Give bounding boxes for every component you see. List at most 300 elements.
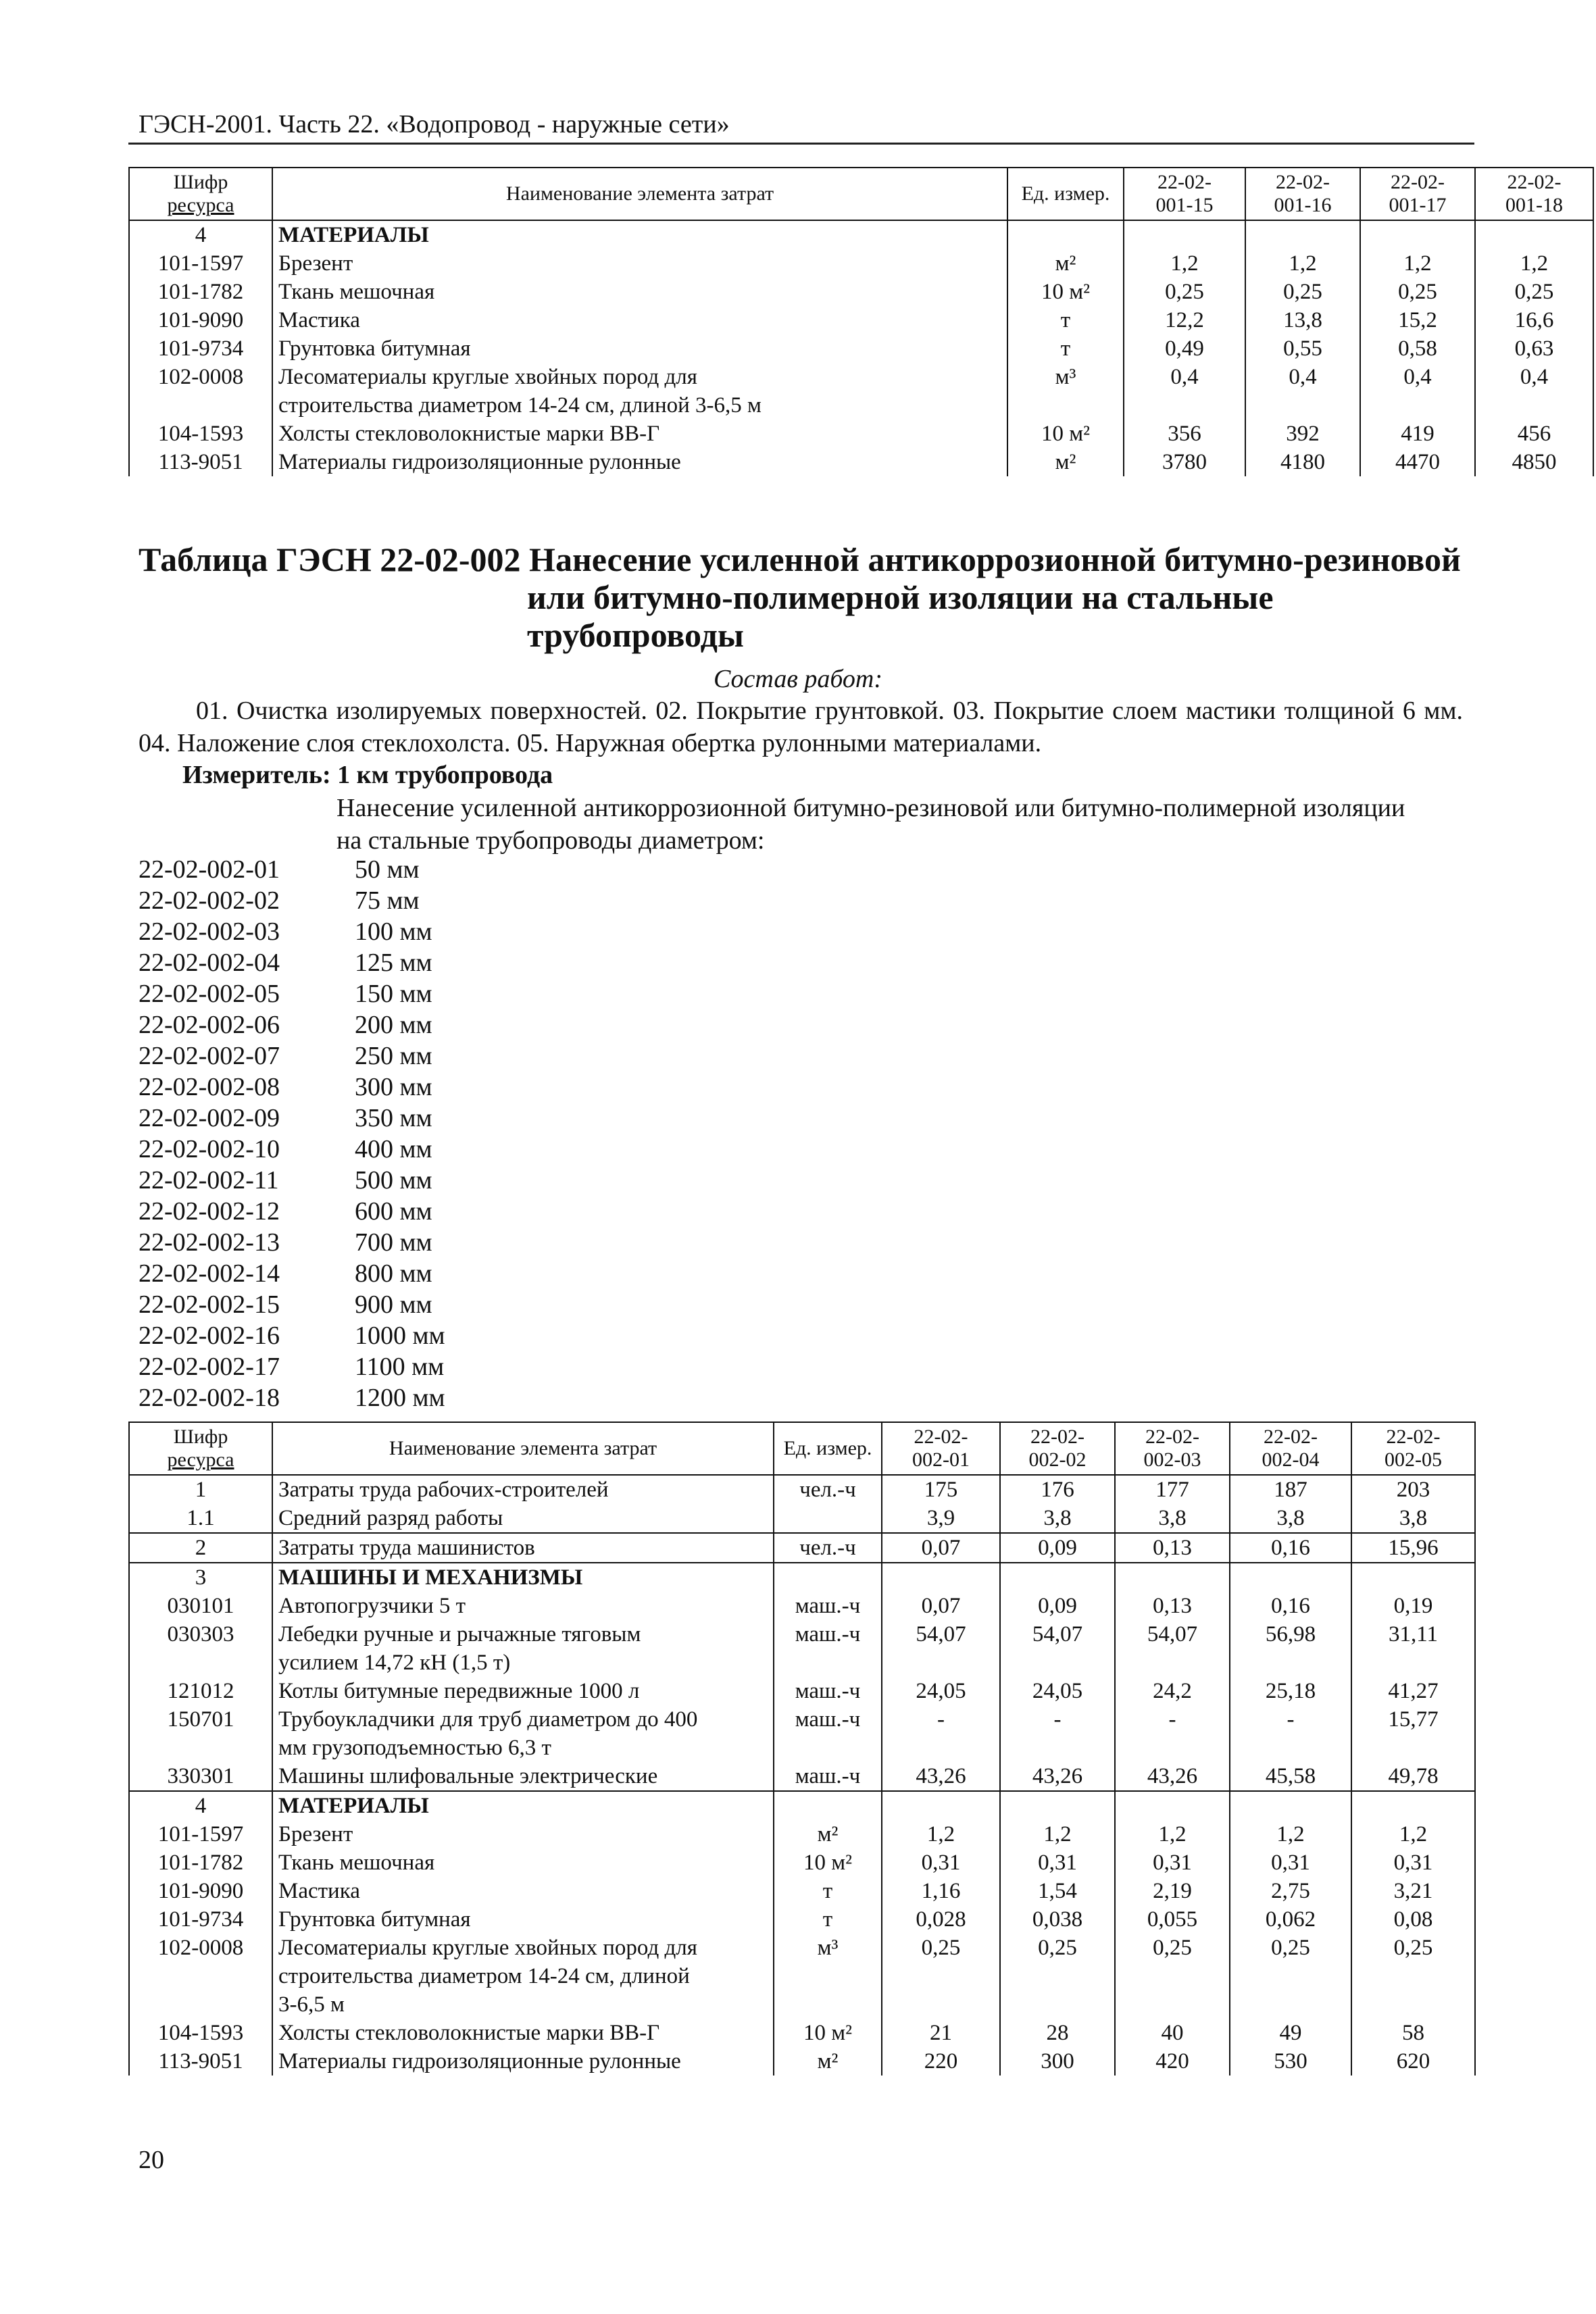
resource-name [272,1620,774,1677]
pipe-diameter: 250 мм [355,1042,432,1070]
norm-value: 25,18 [1230,1677,1351,1705]
norm-value [1230,1563,1351,1592]
norm-value [1230,1791,1351,1820]
norm-value: 16,6 [1475,306,1593,334]
resource-name-line: Брезент [278,251,353,276]
norm-value: 0,31 [882,1848,1000,1877]
resource-code: 4 [129,1791,272,1820]
norm-value: 356 [1124,420,1245,448]
norm-value: 3,9 [882,1504,1000,1533]
norm-value: 0,055 [1115,1905,1230,1934]
resource-name-line: Материалы гидроизоляционные рулонные [278,450,681,474]
norm-value: 220 [882,2047,1000,2076]
norm-code: 22-02-002-11 [139,1166,279,1194]
norm-code: 22-02-002-12 [139,1197,280,1226]
resource-code: 101-1782 [129,278,272,306]
norm-value: 3,21 [1351,1877,1475,1905]
norm-code: 22-02-002-13 [139,1228,280,1257]
resource-name-line: Ткань мешочная [278,1851,435,1875]
norm-value: 1,2 [1475,249,1593,278]
operators-row [129,1533,1475,1563]
resource-code: 101-1597 [129,249,272,278]
norm-value: - [1115,1705,1230,1762]
norm-code: 22-02-002-15 [139,1290,280,1319]
norm-codes-list [139,854,445,1413]
resource-code: 2 [129,1533,272,1563]
resource-unit: маш.-ч [774,1592,882,1620]
norm-code: 22-02-002-16 [139,1322,280,1350]
table-title-line1: Таблица ГЭСН 22-02-002 Нанесение усиленной антикоррозионной битумно-резиновой [139,540,1461,578]
resource-name-line: Холсты стекловолокнистые марки ВВ-Г [278,2021,660,2045]
norm-code-line2: 002-01 [912,1449,970,1471]
resource-unit: маш.-ч [774,1762,882,1791]
resource-unit: маш.-ч [774,1677,882,1705]
norm-code: 22-02-002-07 [139,1042,280,1070]
norm-value [1351,1791,1475,1820]
table-row [129,334,1593,363]
norm-value: 0,16 [1230,1533,1351,1563]
resource-code: 030303 [129,1620,272,1677]
norm-value: 0,25 [1351,1934,1475,2019]
resource-unit: т [1007,334,1124,363]
resource-unit: м² [774,2047,882,2076]
norm-value: 0,31 [1115,1848,1230,1877]
norm-value: 0,63 [1475,334,1593,363]
norm-code-line2: 002-04 [1262,1449,1320,1471]
pipe-diameter: 75 мм [355,886,420,915]
norm-code-line1: 22-02- [1157,171,1212,193]
norm-value: 1,54 [1000,1877,1115,1905]
header-rule [128,143,1474,145]
resource-name-line: Грунтовка битумная [278,336,471,361]
norm-value: 0,13 [1115,1533,1230,1563]
norm-value [1360,220,1475,249]
norm-value: 4180 [1245,448,1360,476]
pipe-diameter: 700 мм [355,1228,432,1257]
material-row [129,2047,1475,2076]
norm-value: 43,26 [1115,1762,1230,1791]
norm-code: 22-02-002-03 [139,917,280,946]
norm-value: 0,4 [1475,363,1593,420]
norm-code-item [139,1258,445,1289]
resource-name-line: строительства диаметром 14-24 см, длиной [278,1964,690,1988]
norm-value: 620 [1351,2047,1475,2076]
norm-code-line2: 001-15 [1155,194,1214,216]
norm-code: 22-02-002-06 [139,1011,280,1039]
norm-value: - [882,1705,1000,1762]
pipe-diameter: 900 мм [355,1290,432,1319]
resource-name [272,249,1007,278]
column-header-norm [1360,168,1475,220]
resource-code: 3 [129,1563,272,1592]
resource-name [272,1934,774,2019]
pipe-diameter: 150 мм [355,980,432,1008]
column-header-norm [1475,168,1593,220]
norm-code: 22-02-002-09 [139,1104,280,1132]
resource-name [272,306,1007,334]
column-header-name: Наименование элемента затрат [272,1422,774,1475]
norm-value [1115,1563,1230,1592]
norm-code-item [139,916,445,947]
norm-code-item [139,1165,445,1196]
norm-value: 175 [882,1475,1000,1504]
norm-value: 0,09 [1000,1592,1115,1620]
norm-code: 22-02-002-08 [139,1073,280,1101]
norm-value: 24,05 [882,1677,1000,1705]
composition-label: Состав работ: [713,665,883,693]
norm-value: 1,2 [882,1820,1000,1848]
table-title-line3: трубопроводы [527,616,744,654]
resource-name [272,2019,774,2047]
norm-value: 0,4 [1245,363,1360,420]
norm-code-item [139,885,445,916]
norm-value: 1,2 [1000,1820,1115,1848]
norm-code-item [139,1072,445,1103]
resource-unit: м² [1007,448,1124,476]
machine-row [129,1762,1475,1791]
norm-value: 4850 [1475,448,1593,476]
section-row-machines [129,1563,1475,1592]
norm-value: 203 [1351,1475,1475,1504]
works-list: 01. Очистка изолируемых поверхностей. 02. Покрытие грунтовкой. 03. Покрытие слоем мастики толщиной 6 мм. 04. Наложение слоя стеклохолста. 05. Наружная обертка рулонными материалами. [139,697,1463,757]
norm-value: 0,25 [1230,1934,1351,2019]
resource-name [272,420,1007,448]
norm-value: 13,8 [1245,306,1360,334]
section-row-materials [129,220,1593,249]
norm-value: 1,2 [1124,249,1245,278]
table-row [129,363,1593,420]
resource-unit [774,1504,882,1533]
pipe-diameter: 400 мм [355,1135,432,1163]
norm-code-line2: 002-02 [1028,1449,1087,1471]
pipe-diameter: 200 мм [355,1011,432,1039]
norm-value: - [1230,1705,1351,1762]
norm-value: 2,75 [1230,1877,1351,1905]
page-number: 20 [139,2146,164,2174]
resource-unit: т [774,1905,882,1934]
resource-name-line: усилием 14,72 кН (1,5 т) [278,1651,511,1675]
norm-value: 1,2 [1115,1820,1230,1848]
table-row [129,306,1593,334]
resource-name-line: МАТЕРИАЛЫ [278,223,429,247]
resource-name-line: Лебедки ручные и рычажные тяговым [278,1622,641,1646]
norm-value: 530 [1230,2047,1351,2076]
norm-value: - [1000,1705,1115,1762]
norm-value: 177 [1115,1475,1230,1504]
column-header-norm [1115,1422,1230,1475]
norm-value: 0,25 [1360,278,1475,306]
resource-name-line: Котлы битумные передвижные 1000 л [278,1679,640,1703]
norm-code: 22-02-002-14 [139,1259,280,1288]
resource-name [272,1877,774,1905]
norm-value [1000,1563,1115,1592]
pipe-diameter: 300 мм [355,1073,432,1101]
norm-value [1475,220,1593,249]
header-row [129,168,1593,220]
resource-name-line: МАШИНЫ И МЕХАНИЗМЫ [278,1565,583,1590]
norm-code-line1: 22-02- [1145,1426,1199,1448]
machine-row [129,1620,1475,1677]
norm-code-line2: 002-05 [1385,1449,1442,1471]
norm-value: 0,58 [1360,334,1475,363]
norm-code: 22-02-002-05 [139,980,280,1008]
norm-value: 0,07 [882,1592,1000,1620]
labor-row [129,1475,1475,1504]
table-row [129,448,1593,476]
resource-code: 102-0008 [129,363,272,420]
norm-value: 1,2 [1230,1820,1351,1848]
norm-code: 22-02-002-18 [139,1384,280,1412]
column-header-norm [882,1422,1000,1475]
norm-value: 0,31 [1230,1848,1351,1877]
resource-unit: маш.-ч [774,1620,882,1677]
resource-code: 030101 [129,1592,272,1620]
norm-value: 49,78 [1351,1762,1475,1791]
norm-code-line1: 22-02- [1507,171,1562,193]
material-row [129,1934,1475,2019]
resources-table-002 [128,1422,1476,2076]
norm-value: 0,4 [1124,363,1245,420]
material-row [129,1848,1475,1877]
pipe-diameter: 800 мм [355,1259,432,1288]
section-row-materials [129,1791,1475,1820]
norm-code-line2: 001-18 [1505,194,1563,216]
resource-unit: 10 м² [1007,278,1124,306]
resource-name-line: Мастика [278,308,360,332]
resource-name [272,1504,774,1533]
norm-value: 0,25 [882,1934,1000,2019]
norm-value: 1,16 [882,1877,1000,1905]
pipe-diameter: 125 мм [355,949,432,977]
header-code-line2: ресурса [167,1449,234,1471]
norm-value: 56,98 [1230,1620,1351,1677]
header-code-line2: ресурса [167,194,234,216]
column-header-name: Наименование элемента затрат [272,168,1007,220]
norm-value: 54,07 [1115,1620,1230,1677]
header-row [129,1422,1475,1475]
resource-code: 104-1593 [129,420,272,448]
norm-code-item [139,854,445,885]
norm-value: 392 [1245,420,1360,448]
norm-value: 1,2 [1245,249,1360,278]
resource-name-line: 3-6,5 м [278,1992,345,2017]
norm-code: 22-02-002-04 [139,949,280,977]
table-row [129,278,1593,306]
resource-name-line: Брезент [278,1822,353,1846]
column-header-norm [1124,168,1245,220]
measurement-unit: Измеритель: 1 км трубопровода [182,761,553,789]
column-header-norm [1230,1422,1351,1475]
material-row [129,2019,1475,2047]
table-title [139,540,1476,654]
column-header-unit: Ед. измер. [774,1422,882,1475]
norm-value: 0,09 [1000,1533,1115,1563]
norm-code-item [139,1196,445,1227]
resource-name-line: Мастика [278,1879,360,1903]
resource-name-line: Затраты труда машинистов [278,1536,535,1560]
resource-code: 330301 [129,1762,272,1791]
norm-value: 0,25 [1000,1934,1115,2019]
resource-name [272,448,1007,476]
pipe-diameter: 500 мм [355,1166,432,1194]
resource-name [272,220,1007,249]
norm-code: 22-02-002-02 [139,886,280,915]
resource-code: 101-9090 [129,306,272,334]
resource-unit: т [774,1877,882,1905]
norm-value: 31,11 [1351,1620,1475,1677]
resource-unit [774,1563,882,1592]
norm-value: 0,028 [882,1905,1000,1934]
resource-code: 102-0008 [129,1934,272,2019]
resource-name-line: Ткань мешочная [278,280,435,304]
norm-value: 0,55 [1245,334,1360,363]
pipe-diameter: 1100 мм [355,1353,445,1381]
resource-unit: м³ [1007,363,1124,420]
norm-code-item [139,1289,445,1320]
resource-unit [1007,220,1124,249]
resource-name-line: МАТЕРИАЛЫ [278,1794,429,1818]
resource-name [272,334,1007,363]
norm-value: 15,77 [1351,1705,1475,1762]
resource-name-line: Лесоматериалы круглые хвойных пород для [278,1936,697,1960]
resource-unit [774,1791,882,1820]
norm-value: 3,8 [1230,1504,1351,1533]
resource-name [272,1533,774,1563]
norm-value: 2,19 [1115,1877,1230,1905]
norm-value: 4470 [1360,448,1475,476]
pipe-diameter: 50 мм [355,855,420,884]
norm-value [882,1563,1000,1592]
resource-name-line: Автопогрузчики 5 т [278,1594,466,1618]
header-code-line1: Шифр [173,171,228,193]
norm-code-item [139,1134,445,1165]
norm-code-item [139,947,445,978]
norm-value: 0,31 [1000,1848,1115,1877]
norm-value: 12,2 [1124,306,1245,334]
resource-code: 101-1782 [129,1848,272,1877]
resource-name [272,1820,774,1848]
materials-table-001 [128,167,1594,476]
running-header: ГЭСН-2001. Часть 22. «Водопровод - наружные сети» [139,110,730,139]
resource-name-line: Трубоукладчики для труб диаметром до 400 [278,1707,698,1732]
norm-value: 0,25 [1124,278,1245,306]
norm-code: 22-02-002-10 [139,1135,280,1163]
resource-code: 113-9051 [129,2047,272,2076]
norm-value: 15,96 [1351,1533,1475,1563]
norm-value: 45,58 [1230,1762,1351,1791]
resource-name [272,1791,774,1820]
resource-code: 101-9734 [129,334,272,363]
resource-code: 1.1 [129,1504,272,1533]
resource-unit: чел.-ч [774,1475,882,1504]
norm-code-line2: 001-16 [1274,194,1332,216]
norm-value: 3,8 [1115,1504,1230,1533]
column-header-norm [1245,168,1360,220]
norm-value: 0,49 [1124,334,1245,363]
pipe-diameter: 100 мм [355,917,432,946]
norm-value: 24,05 [1000,1677,1115,1705]
column-header-norm [1351,1422,1475,1475]
norm-value: 15,2 [1360,306,1475,334]
header-code-line1: Шифр [173,1426,228,1448]
norm-value [882,1791,1000,1820]
norm-value: 0,08 [1351,1905,1475,1934]
resource-name-line: Материалы гидроизоляционные рулонные [278,2049,681,2073]
norm-value: 1,2 [1351,1820,1475,1848]
norm-value: 0,038 [1000,1905,1115,1934]
norm-code-item [139,1382,445,1413]
norm-value: 0,062 [1230,1905,1351,1934]
resource-name [272,1592,774,1620]
norm-code-item [139,1009,445,1040]
resource-code: 121012 [129,1677,272,1705]
resource-code: 101-9090 [129,1877,272,1905]
pipe-diameter: 1200 мм [355,1384,445,1412]
norm-code: 22-02-002-01 [139,855,280,884]
norm-code-line1: 22-02- [1391,171,1445,193]
table-row [129,249,1593,278]
resource-name-line: строительства диаметром 14-24 см, длиной 3-6,5 м [278,393,762,418]
norm-code-item [139,1227,445,1258]
resource-name-line: Машины шлифовальные электрические [278,1764,658,1788]
resource-name-line: Лесоматериалы круглые хвойных пород для [278,365,697,389]
norm-value: 54,07 [1000,1620,1115,1677]
resource-name-line: Холсты стекловолокнистые марки ВВ-Г [278,422,660,446]
norm-value: 3,8 [1000,1504,1115,1533]
resource-unit: 10 м² [774,1848,882,1877]
machine-row [129,1705,1475,1762]
column-header-unit: Ед. измер. [1007,168,1124,220]
table-title-line2: или битумно-полимерной изоляции на стальные [527,578,1274,616]
norm-value: 28 [1000,2019,1115,2047]
resource-name [272,2047,774,2076]
pipe-diameter: 350 мм [355,1104,432,1132]
norm-value: 0,31 [1351,1848,1475,1877]
resource-unit: т [1007,306,1124,334]
norm-value [1115,1791,1230,1820]
resource-name [272,278,1007,306]
norm-code-line1: 22-02- [1264,1426,1318,1448]
norm-code-line2: 001-17 [1389,194,1447,216]
norm-value [1351,1563,1475,1592]
norm-value: 420 [1115,2047,1230,2076]
norm-code-line1: 22-02- [1276,171,1330,193]
norm-value: 3780 [1124,448,1245,476]
norm-value: 58 [1351,2019,1475,2047]
norm-value: 0,25 [1115,1934,1230,2019]
norm-code-line1: 22-02- [914,1426,968,1448]
norm-value: 54,07 [882,1620,1000,1677]
norm-value: 300 [1000,2047,1115,2076]
resource-name [272,1848,774,1877]
column-header-norm [1000,1422,1115,1475]
resource-name-line: Затраты труда рабочих-строителей [278,1478,609,1502]
norm-value: 21 [882,2019,1000,2047]
norm-value: 0,25 [1475,278,1593,306]
machine-row [129,1592,1475,1620]
resource-code: 1 [129,1475,272,1504]
norm-value: 43,26 [882,1762,1000,1791]
norm-value: 24,2 [1115,1677,1230,1705]
table-row [129,420,1593,448]
norm-value: 187 [1230,1475,1351,1504]
pipe-diameter: 600 мм [355,1197,432,1226]
norm-value: 0,19 [1351,1592,1475,1620]
norm-value [1124,220,1245,249]
norm-code-line2: 002-03 [1143,1449,1201,1471]
resource-unit: м³ [774,1934,882,2019]
resource-name [272,1905,774,1934]
